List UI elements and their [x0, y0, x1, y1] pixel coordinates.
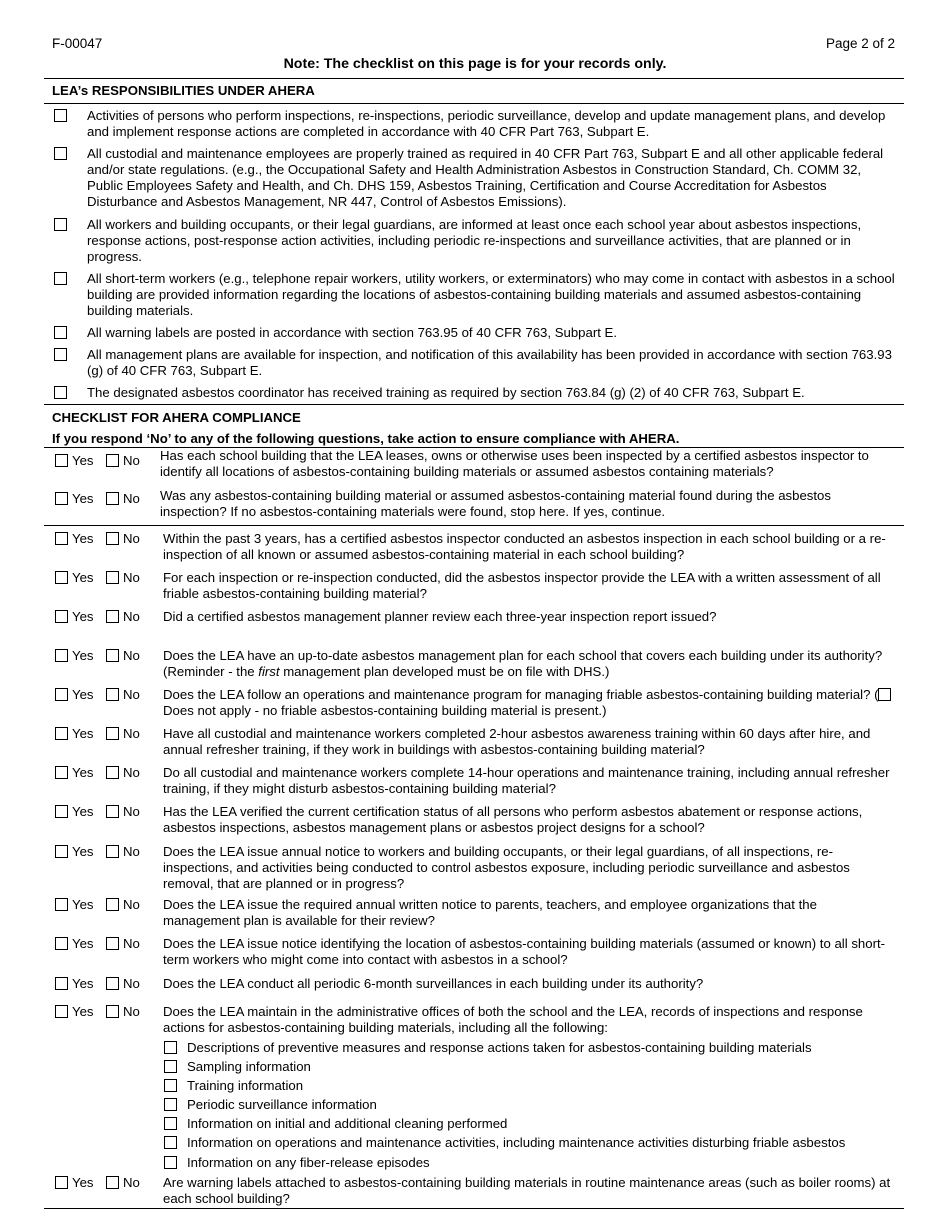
no-label: No — [123, 936, 140, 951]
no-checkbox[interactable] — [106, 1005, 119, 1018]
records-label: Information on operations and maintenance activities, including maintenance activities disturbing friable asbestos — [187, 1135, 846, 1150]
yes-checkbox[interactable] — [55, 766, 68, 779]
yes-checkbox[interactable] — [55, 454, 68, 467]
no-checkbox[interactable] — [106, 532, 119, 545]
records-note: Note: The checklist on this page is for your records only. — [283, 56, 667, 72]
divider — [44, 404, 904, 405]
responsibility-checkbox[interactable] — [54, 326, 67, 339]
responsibility-text: All workers and building occupants, or their legal guardians, are informed at least once each school year about asbestos inspections, response actions, post-response action activities, including periodic re-inspections and surveillance activities, that are planned or in progress. — [87, 217, 862, 264]
records-checkbox[interactable] — [164, 1156, 177, 1169]
yes-checkbox[interactable] — [55, 492, 68, 505]
yes-checkbox[interactable] — [55, 937, 68, 950]
no-label: No — [123, 765, 140, 780]
responsibility-text: All warning labels are posted in accordance with section 763.95 of 40 CFR 763, Subpart E. — [87, 325, 618, 340]
responsibility-checkbox[interactable] — [54, 348, 67, 361]
no-label: No — [123, 1175, 140, 1190]
question-text: Does the LEA issue annual notice to workers and building occupants, or their legal guardians, of all inspections, re-inspections, and activities being conducted to control asbestos exposure, including periodic surveillance and asbestos removal, that are planned or in progress? — [163, 844, 850, 891]
records-label: Sampling information — [187, 1059, 311, 1074]
question-text: Does the LEA maintain in the administrative offices of both the school and the LEA, records of inspections and response actions for asbestos-containing building materials, including all the following: — [163, 1004, 863, 1035]
responsibility-text: All custodial and maintenance employees are properly trained as required in 40 CFR Part 763, Subpart E and all other applicable federal and/or state regulations. (e.g., the Occupational Safety and Health Administration Asbestos in Construction Standard, Ch. COMM 32, Public Employees Safety and Health, and Ch. DHS 159, Asbestos Training, Certification and Course Accreditation for Asbestos Disturbance and Asbestos Management, NR 447, Control of Asbestos Emissions). — [87, 146, 884, 209]
no-checkbox[interactable] — [106, 1176, 119, 1189]
question-text-lead: Does the LEA follow an operations and maintenance program for managing friable asbestos-containing building material? ( — [163, 687, 879, 702]
records-label: Information on initial and additional cleaning performed — [187, 1116, 508, 1131]
question-text — [163, 648, 896, 680]
divider — [44, 1208, 904, 1209]
divider — [44, 103, 904, 104]
divider — [44, 525, 904, 526]
records-checkbox[interactable] — [164, 1060, 177, 1073]
page-number: Page 2 of 2 — [825, 36, 895, 51]
no-label: No — [123, 804, 140, 819]
yes-label: Yes — [72, 976, 94, 991]
no-label: No — [123, 687, 140, 702]
question-text: Did a certified asbestos management planner review each three-year inspection report issued? — [163, 609, 717, 624]
question-text: Does the LEA conduct all periodic 6-month surveillances in each building under its authority? — [163, 976, 704, 991]
no-checkbox[interactable] — [106, 937, 119, 950]
checklist-heading: CHECKLIST FOR AHERA COMPLIANCE — [52, 410, 301, 425]
responsibility-text: Activities of persons who perform inspections, re-inspections, periodic surveillance, develop and update management plans, and develop and implement response actions are completed in accordance with 40 CFR Part 763, Subpart E. — [87, 108, 886, 139]
yes-label: Yes — [72, 1175, 94, 1190]
question-text: Does the LEA issue the required annual written notice to parents, teachers, and employee organizations that the management plan is available for their review? — [163, 897, 817, 928]
yes-label: Yes — [72, 648, 94, 663]
yes-checkbox[interactable] — [55, 898, 68, 911]
yes-checkbox[interactable] — [55, 649, 68, 662]
no-label: No — [123, 976, 140, 991]
responsibilities-heading: LEA’s RESPONSIBILITIES UNDER AHERA — [52, 83, 315, 98]
no-checkbox[interactable] — [106, 454, 119, 467]
no-checkbox[interactable] — [106, 688, 119, 701]
yes-checkbox[interactable] — [55, 1176, 68, 1189]
question-text: Has the LEA verified the current certification status of all persons who perform asbestos abatement or response actions, asbestos inspections, asbestos management plans or asbestos project designs for a school? — [163, 804, 863, 835]
yes-checkbox[interactable] — [55, 688, 68, 701]
no-label: No — [123, 570, 140, 585]
no-checkbox[interactable] — [106, 805, 119, 818]
no-checkbox[interactable] — [106, 571, 119, 584]
no-checkbox[interactable] — [106, 492, 119, 505]
yes-checkbox[interactable] — [55, 610, 68, 623]
records-label: Periodic surveillance information — [187, 1097, 377, 1112]
records-checkbox[interactable] — [164, 1098, 177, 1111]
records-checkbox[interactable] — [164, 1136, 177, 1149]
checklist-instruction: If you respond ‘No’ to any of the following questions, take action to ensure compliance with AHERA. — [52, 431, 680, 446]
records-label: Information on any fiber-release episodes — [187, 1155, 430, 1170]
records-checkbox[interactable] — [164, 1041, 177, 1054]
question-text-tail: management plan developed must be on file with DHS.) — [279, 664, 610, 679]
question-text: Do all custodial and maintenance workers complete 14-hour operations and maintenance training, including annual refresher training, if they might disturb asbestos-containing building material? — [163, 765, 890, 796]
question-text: Are warning labels attached to asbestos-containing building materials in routine maintenance areas (such as boiler rooms) at each school building? — [163, 1175, 891, 1206]
no-label: No — [123, 453, 140, 468]
question-text: For each inspection or re-inspection conducted, did the asbestos inspector provide the LEA with a written assessment of all friable asbestos-containing building material? — [163, 570, 881, 601]
yes-checkbox[interactable] — [55, 571, 68, 584]
no-checkbox[interactable] — [106, 898, 119, 911]
yes-label: Yes — [72, 453, 94, 468]
responsibility-checkbox[interactable] — [54, 272, 67, 285]
question-text: Does the LEA issue notice identifying the location of asbestos-containing building materials (assumed or known) to all short-term workers who might come into contact with asbestos in a school? — [163, 936, 886, 967]
no-checkbox[interactable] — [106, 610, 119, 623]
yes-label: Yes — [72, 570, 94, 585]
no-label: No — [123, 726, 140, 741]
yes-label: Yes — [72, 765, 94, 780]
yes-label: Yes — [72, 491, 94, 506]
responsibility-checkbox[interactable] — [54, 218, 67, 231]
question-text: Was any asbestos-containing building material or assumed asbestos-containing material found during the asbestos inspection? If no asbestos-containing materials were found, stop here. If yes, continue. — [160, 488, 831, 519]
yes-checkbox[interactable] — [55, 805, 68, 818]
records-checkbox[interactable] — [164, 1117, 177, 1130]
yes-label: Yes — [72, 726, 94, 741]
yes-checkbox[interactable] — [55, 845, 68, 858]
question-text-lead: Does the LEA have an up-to-date asbestos management plan for each school that covers each building under its authority? (Reminder - the — [163, 648, 883, 679]
question-text: Have all custodial and maintenance workers completed 2-hour asbestos awareness training within 60 days after hire, and annual refresher training, if they work in buildings with asbestos-containing building material? — [163, 726, 871, 757]
yes-checkbox[interactable] — [55, 977, 68, 990]
divider — [44, 78, 904, 79]
yes-checkbox[interactable] — [55, 1005, 68, 1018]
not-applicable-checkbox[interactable] — [878, 688, 891, 701]
no-label: No — [123, 531, 140, 546]
yes-label: Yes — [72, 1004, 94, 1019]
responsibility-checkbox[interactable] — [54, 109, 67, 122]
yes-label: Yes — [72, 531, 94, 546]
no-checkbox[interactable] — [106, 845, 119, 858]
yes-label: Yes — [72, 897, 94, 912]
responsibility-checkbox[interactable] — [54, 386, 67, 399]
records-checkbox[interactable] — [164, 1079, 177, 1092]
records-label: Training information — [187, 1078, 304, 1093]
responsibility-text: The designated asbestos coordinator has received training as required by section 763.84 (g) (2) of 40 CFR 763, Subpart E. — [87, 385, 805, 400]
no-label: No — [123, 609, 140, 624]
yes-label: Yes — [72, 609, 94, 624]
no-label: No — [123, 1004, 140, 1019]
yes-label: Yes — [72, 804, 94, 819]
yes-checkbox[interactable] — [55, 532, 68, 545]
question-text — [163, 687, 896, 719]
yes-checkbox[interactable] — [55, 727, 68, 740]
question-emphasis: first — [258, 664, 280, 679]
form-number: F-00047 — [52, 36, 103, 51]
no-label: No — [123, 648, 140, 663]
yes-label: Yes — [72, 844, 94, 859]
yes-label: Yes — [72, 936, 94, 951]
no-label: No — [123, 844, 140, 859]
records-label: Descriptions of preventive measures and response actions taken for asbestos-containing building materials — [187, 1040, 812, 1055]
yes-label: Yes — [72, 687, 94, 702]
not-applicable-label: Does not apply - no friable asbestos-containing building material is present.) — [163, 703, 607, 718]
no-checkbox[interactable] — [106, 766, 119, 779]
responsibility-text: All management plans are available for inspection, and notification of this availability has been provided in accordance with section 763.93 (g) of 40 CFR 763, Subpart E. — [87, 347, 892, 378]
no-label: No — [123, 491, 140, 506]
no-checkbox[interactable] — [106, 977, 119, 990]
no-checkbox[interactable] — [106, 649, 119, 662]
question-text: Has each school building that the LEA leases, owns or otherwise uses been inspected by a certified asbestos inspector to identify all locations of asbestos-containing building materials or assumed asbestos containing materials? — [160, 448, 869, 479]
responsibility-text: All short-term workers (e.g., telephone repair workers, utility workers, or exterminators) who may come in contact with asbestos in a school building are provided information regarding the locations of asbestos-containing building materials and assumed asbestos-containing building materials. — [87, 271, 895, 318]
question-text: Within the past 3 years, has a certified asbestos inspector conducted an asbestos inspection in each school building or a re-inspection of all known or assumed asbestos-containing material in each school building? — [163, 531, 886, 562]
no-label: No — [123, 897, 140, 912]
responsibility-checkbox[interactable] — [54, 147, 67, 160]
no-checkbox[interactable] — [106, 727, 119, 740]
